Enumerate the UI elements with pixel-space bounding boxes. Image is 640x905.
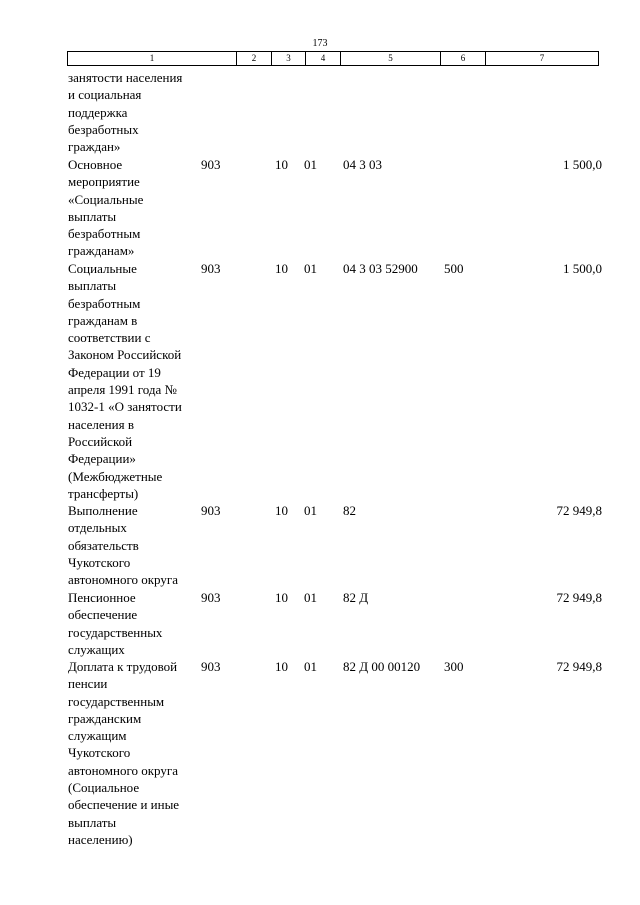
row-name: Социальные выплаты безработным гражданам в соответствии с Законом Российской Федерации от 19 апреля 1991 года № 1032-1 «О занятости населения в Российской Федерации» (Межбюджетные трансферты) (68, 261, 182, 501)
column-header-1: 1 (68, 52, 237, 66)
subsection-code: 01 (304, 261, 317, 276)
subsection-code: 01 (304, 157, 317, 172)
amount: 1 500,0 (563, 261, 602, 276)
expense-type-code: 500 (444, 261, 464, 276)
amount: 1 500,0 (563, 157, 602, 172)
target-code: 82 (343, 503, 356, 518)
ministry-code: 903 (201, 157, 221, 172)
column-header-table (67, 51, 599, 66)
ministry-code: 903 (201, 261, 221, 276)
section-code: 10 (275, 157, 288, 172)
column-header-5: 5 (341, 52, 441, 66)
ministry-code: 903 (201, 659, 221, 674)
row-name: Выполнение отдельных обязательств Чукотского автономного округа (68, 503, 178, 588)
row-name: Пенсионное обеспечение государственных служащих (68, 590, 163, 657)
row-name: Основное мероприятие «Социальные выплаты безработным гражданам» (68, 157, 144, 259)
amount: 72 949,8 (556, 659, 602, 674)
expense-type-code: 300 (444, 659, 464, 674)
amount: 72 949,8 (556, 503, 602, 518)
column-header-4: 4 (306, 52, 341, 66)
section-code: 10 (275, 590, 288, 605)
section-code: 10 (275, 503, 288, 518)
row-name: Доплата к трудовой пенсии государственным гражданским служащим Чукотского автономного округа (Социальное обеспечение и иные выплаты населению) (68, 659, 180, 847)
target-code: 82 Д 00 00120 (343, 659, 421, 674)
ministry-code: 903 (201, 590, 221, 605)
target-code: 04 3 03 52900 (343, 261, 418, 276)
column-header-7: 7 (486, 52, 599, 66)
subsection-code: 01 (304, 659, 317, 674)
column-header-2: 2 (237, 52, 272, 66)
column-header-3: 3 (272, 52, 306, 66)
target-code: 04 3 03 (343, 157, 382, 172)
target-code: 82 Д (343, 590, 369, 605)
subsection-code: 01 (304, 590, 317, 605)
section-code: 10 (275, 261, 288, 276)
column-header-6: 6 (441, 52, 486, 66)
subsection-code: 01 (304, 503, 317, 518)
ministry-code: 903 (201, 503, 221, 518)
row-name: занятости населения и социальная поддержка безработных граждан» (68, 70, 183, 155)
amount: 72 949,8 (556, 590, 602, 605)
page-number: 173 (312, 38, 328, 49)
section-code: 10 (275, 659, 288, 674)
